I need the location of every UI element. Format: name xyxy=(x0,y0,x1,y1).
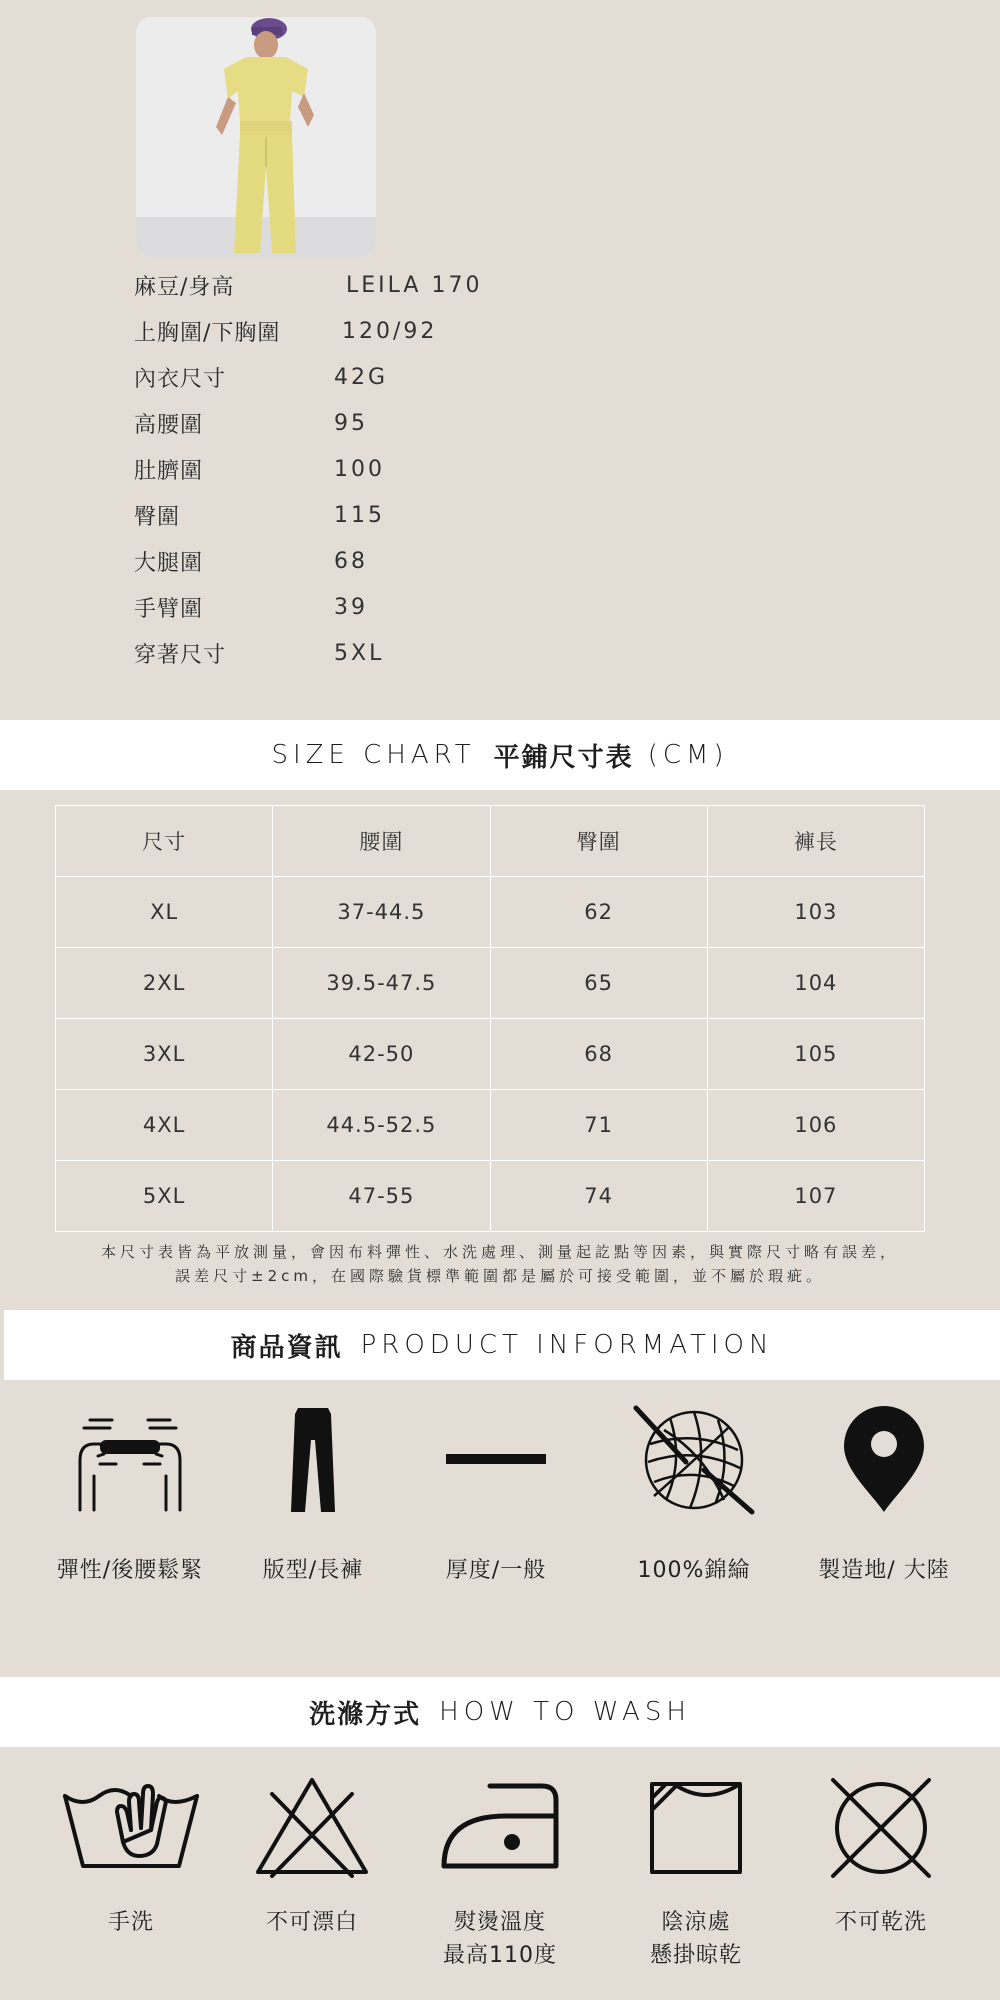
model-label: 肚臍圍 xyxy=(134,458,204,484)
table-row xyxy=(56,1019,925,1090)
product-info-label: 製造地/ 大陸 xyxy=(818,1558,950,1583)
table-cell: 5XL xyxy=(56,1161,273,1232)
product-info-item xyxy=(784,1400,984,1588)
model-row xyxy=(134,538,634,584)
table-cell: 65 xyxy=(490,948,707,1019)
size-chart-title-zh: 平鋪尺寸表 xyxy=(493,742,634,773)
pants-icon xyxy=(243,1400,383,1520)
model-label: 手臂圍 xyxy=(134,596,204,622)
model-row xyxy=(134,630,634,676)
product-info-item xyxy=(396,1400,596,1588)
table-cell: 104 xyxy=(707,948,924,1019)
model-row xyxy=(134,446,634,492)
product-info-label: 彈性/後腰鬆緊 xyxy=(56,1558,204,1583)
wash-label: 熨燙溫度 xyxy=(453,1910,546,1935)
size-chart-title-en: SIZE CHART xyxy=(271,740,476,770)
table-cell: 71 xyxy=(490,1090,707,1161)
wash-label: 不可乾洗 xyxy=(834,1910,927,1935)
stretch-icon xyxy=(60,1400,200,1520)
model-value: 95 xyxy=(334,410,368,436)
product-info-item xyxy=(594,1400,794,1588)
table-row xyxy=(56,877,925,948)
wash-item xyxy=(56,1772,206,1939)
table-cell: 4XL xyxy=(56,1090,273,1161)
product-info-item xyxy=(213,1400,413,1588)
table-cell: 37-44.5 xyxy=(273,877,490,948)
model-row xyxy=(134,584,634,630)
yarn-ball-icon xyxy=(624,1400,764,1520)
model-label: 臀圍 xyxy=(134,504,181,530)
model-measurements xyxy=(134,262,634,676)
model-value: 100 xyxy=(334,456,385,482)
note-line: 本尺寸表皆為平放測量，會因布料彈性、水洗處理、測量起訖點等因素，與實際尺寸略有誤差， xyxy=(100,1243,899,1261)
wash-title-zh: 洗滌方式 xyxy=(309,1699,422,1730)
shade-hang-dry-icon xyxy=(626,1772,766,1882)
model-label: 穿著尺寸 xyxy=(134,642,227,668)
size-table xyxy=(55,805,925,1232)
thickness-line-icon xyxy=(426,1400,566,1520)
iron-icon xyxy=(430,1772,570,1882)
table-cell: 3XL xyxy=(56,1019,273,1090)
location-pin-icon xyxy=(814,1400,954,1520)
size-chart-header xyxy=(0,720,1000,790)
model-row xyxy=(134,400,634,446)
model-label: 內衣尺寸 xyxy=(134,366,227,392)
wash-label: 懸掛晾乾 xyxy=(649,1943,742,1968)
wash-header xyxy=(0,1677,1000,1747)
model-row xyxy=(134,308,634,354)
model-value: 39 xyxy=(334,594,368,620)
model-value: 42G xyxy=(334,364,389,390)
wash-item xyxy=(621,1772,771,1972)
wash-label: 最高110度 xyxy=(443,1943,557,1968)
table-header-cell: 褲長 xyxy=(707,806,924,877)
product-info-item xyxy=(30,1400,230,1588)
hand-wash-icon xyxy=(61,1772,201,1882)
table-cell: XL xyxy=(56,877,273,948)
table-header-cell: 尺寸 xyxy=(56,806,273,877)
model-photo xyxy=(136,17,376,257)
table-cell: 107 xyxy=(707,1161,924,1232)
measurement-note xyxy=(20,1240,980,1288)
table-header-cell: 臀圍 xyxy=(490,806,707,877)
model-label: 上胸圍/下胸圍 xyxy=(134,320,281,346)
product-info-title-en: PRODUCT INFORMATION xyxy=(360,1330,774,1360)
product-info-label: 厚度/一般 xyxy=(445,1558,547,1583)
model-row xyxy=(134,492,634,538)
table-cell: 42-50 xyxy=(273,1019,490,1090)
table-cell: 105 xyxy=(707,1019,924,1090)
table-row xyxy=(56,948,925,1019)
table-cell: 74 xyxy=(490,1161,707,1232)
wash-label: 陰涼處 xyxy=(661,1910,731,1935)
wash-title-en: HOW TO WASH xyxy=(439,1697,691,1727)
size-chart-title-unit: (CM) xyxy=(647,740,729,770)
table-row xyxy=(56,1161,925,1232)
product-info-label: 100%錦綸 xyxy=(637,1558,751,1583)
table-cell: 44.5-52.5 xyxy=(273,1090,490,1161)
table-cell: 47-55 xyxy=(273,1161,490,1232)
table-cell: 62 xyxy=(490,877,707,948)
model-value: 115 xyxy=(334,502,385,528)
model-row xyxy=(134,354,634,400)
table-row xyxy=(56,1090,925,1161)
product-info-title-zh: 商品資訊 xyxy=(230,1332,343,1363)
model-photo-illustration xyxy=(136,17,376,257)
model-label: 大腿圍 xyxy=(134,550,204,576)
no-dry-clean-icon xyxy=(811,1772,951,1882)
table-cell: 103 xyxy=(707,877,924,948)
no-bleach-icon xyxy=(242,1772,382,1882)
table-cell: 106 xyxy=(707,1090,924,1161)
model-label: 高腰圍 xyxy=(134,412,204,438)
wash-label: 手洗 xyxy=(107,1910,154,1935)
wash-item xyxy=(237,1772,387,1939)
product-info-header xyxy=(4,1310,1000,1380)
table-header-cell: 腰圍 xyxy=(273,806,490,877)
model-value: 120/92 xyxy=(342,318,438,344)
table-cell: 2XL xyxy=(56,948,273,1019)
wash-item xyxy=(806,1772,956,1939)
model-label: 麻豆/身高 xyxy=(134,274,235,300)
model-value: LEILA 170 xyxy=(346,272,483,298)
table-cell: 39.5-47.5 xyxy=(273,948,490,1019)
product-info-label: 版型/長褲 xyxy=(262,1558,364,1583)
note-line: 誤差尺寸±2cm，在國際驗貨標準範圍都是屬於可接受範圍，並不屬於瑕疵。 xyxy=(175,1267,825,1285)
wash-label: 不可漂白 xyxy=(265,1910,358,1935)
wash-item xyxy=(425,1772,575,1972)
table-cell: 68 xyxy=(490,1019,707,1090)
table-header-row xyxy=(56,806,925,877)
model-row xyxy=(134,262,634,308)
model-value: 68 xyxy=(334,548,368,574)
model-value: 5XL xyxy=(334,640,385,666)
